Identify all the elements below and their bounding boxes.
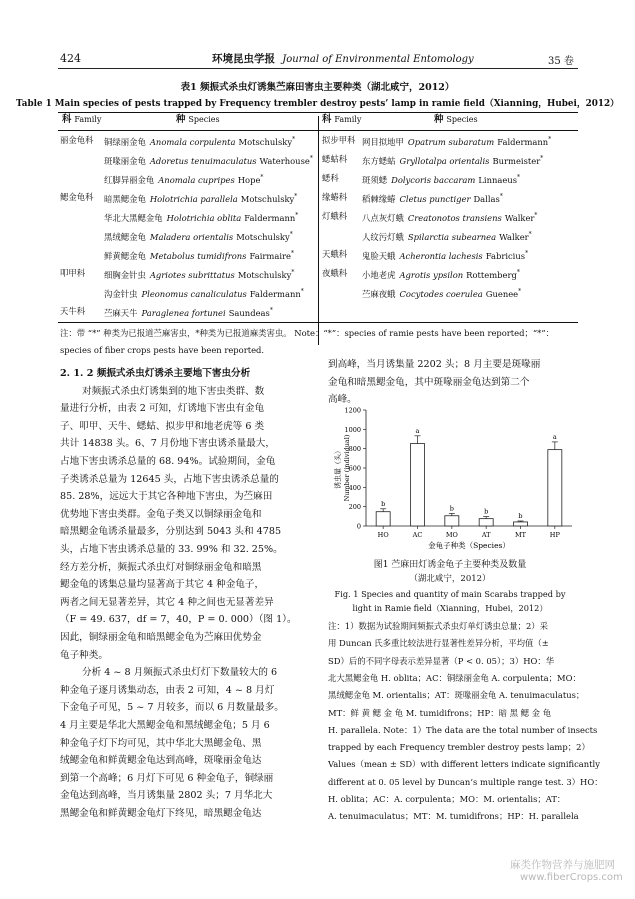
table-bottom-rule: [58, 322, 578, 323]
table-species-cell: [362, 153, 543, 167]
species-cn-name: 小地老虎: [362, 269, 396, 280]
species-mark: *: [269, 307, 273, 314]
table-caption-cn: 表1 频振式杀虫灯诱集苎麻田害虫主要种类（湖北咸宁，2012）: [180, 82, 455, 93]
species-latin-name: Acherontia lachesis: [399, 250, 483, 261]
species-latin-name: Paraglenea fortunei: [141, 307, 226, 318]
text-line: 占地下害虫诱杀总量的 68. 94%。试验期间，金龟: [60, 456, 276, 467]
species-author: Waterhouse: [259, 155, 310, 166]
species-latin-name: Anomala corpulenta: [149, 136, 236, 147]
table-family-cell: 缘蝽科: [322, 192, 348, 202]
x-tick-label: HO: [377, 531, 389, 539]
species-author: Faldermann: [249, 288, 301, 299]
species-latin-name: Dolycoris baccaram: [391, 174, 476, 185]
species-author: Motschulsky: [236, 231, 290, 242]
table-species-cell: [362, 210, 537, 224]
table-family-cell: 蟋蛄科: [322, 154, 348, 164]
text-line: 金龟达到高峰，当月诱集量 2802 头；7 月华北大: [60, 790, 273, 802]
text-line: （F = 49. 637，df = 7，40，P = 0. 000）（图 1）。: [60, 614, 297, 626]
x-axis-title: 金龟子种类（Species）: [428, 541, 510, 550]
journal-title: [212, 51, 474, 66]
table-species-cell: [362, 286, 521, 300]
species-mark: *: [499, 193, 503, 200]
bar: [514, 522, 528, 526]
species-mark: *: [534, 212, 538, 219]
table-top-rule: [58, 112, 578, 113]
table-species-cell: [104, 286, 304, 300]
species-cn-name: 暗黑鳃金龟: [104, 193, 146, 204]
text-line: 种金龟子逐月诱集动态，由表 2 可知，4 ~ 8 月灯: [60, 684, 275, 696]
x-tick-label: HP: [549, 531, 560, 539]
species-cn-name: 苎麻天牛: [104, 307, 138, 318]
species-mark: *: [516, 269, 520, 276]
table-species-cell: [362, 248, 528, 262]
species-mark: *: [291, 269, 295, 276]
journal-title-cn: 环境昆虫学报: [212, 53, 275, 65]
figure-caption-cn-place: （湖北咸宁，2012）: [409, 574, 491, 584]
species-latin-name: Maladera orientalis: [149, 231, 234, 242]
table-caption-en: Table 1 Main species of pests trapped by Frequency trembler destroy pests’ lamp in ramie field（Xianning，Hubei，2012）: [16, 99, 619, 109]
bar: [479, 519, 493, 526]
figure-note-line: Values（mean ± SD）with different letters indicate significantly: [328, 759, 600, 770]
figure-note-line: trapped by each Frequency trembler destroy pests lamp；2）: [328, 742, 590, 753]
table-species-cell: [362, 134, 551, 148]
table-head-species-right: 种 Species: [434, 114, 478, 125]
figure-note-line: H. oblita；AC：A. corpulenta；MO：M. orientalis；AT：: [328, 794, 566, 804]
significance-letter: b: [484, 507, 489, 516]
figure-caption-en-1: Fig. 1 Species and quantity of main Scarabs trapped by: [334, 589, 566, 599]
volume-label: 35 卷: [548, 56, 574, 67]
x-tick-label: MO: [445, 531, 458, 539]
species-author: Saundeas: [228, 307, 270, 318]
species-mark: *: [525, 250, 529, 257]
figure-note-line: 黑绒鳃金龟 M. orientalis；AT：斑喙丽金龟 A. tenuimaculatus；: [328, 690, 585, 701]
text-line: 暗黑鳃金龟诱杀量最多，分别达到 5043 头和 4785: [60, 526, 282, 538]
species-author: Fairmaire: [249, 250, 291, 261]
table-family-cell: 拟步甲科: [322, 135, 356, 145]
species-cn-name: 斑须蟋: [362, 174, 388, 185]
table-head-family-right: 科 Family: [322, 114, 362, 125]
table-note-line1: 注：带 “*” 种类为已报道苎麻害虫，*种类为已报道麻类害虫。 Note：“*”：species of ramie pests have been reported；“*”：: [60, 328, 554, 338]
species-author: Dallas: [473, 193, 500, 204]
species-latin-name: Cletus punctiger: [399, 193, 471, 204]
journal-title-en: Journal of Environmental Entomology: [282, 54, 474, 65]
table-species-cell: [104, 248, 294, 262]
species-mark: *: [260, 174, 264, 181]
table-family-cell: 灯蛾科: [322, 211, 348, 221]
species-cn-name: 人纹污灯蛾: [362, 231, 404, 242]
species-cn-name: 苎麻夜蛾: [362, 288, 396, 299]
y-tick-label: 0: [356, 522, 361, 531]
y-axis-title-cn: 诱虫量（头）: [334, 447, 342, 489]
text-line: 绒鳃金龟和鲜黄鳃金龟达到高峰，斑喙丽金龟达: [60, 755, 262, 767]
species-author: Rottemberg: [466, 269, 517, 280]
figure-note-line: 用 Duncan 氏多重比较法进行显著性差异分析，平均值（±: [328, 638, 549, 649]
text-line: 子类诱杀总量为 12645 头，占地下害虫诱杀总量的: [60, 473, 279, 485]
species-latin-name: Holotrichia oblita: [166, 212, 242, 223]
table-species-cell: [362, 172, 520, 186]
significance-letter: a: [415, 426, 420, 435]
table-species-cell: [104, 305, 273, 319]
species-cn-name: 斑喙丽金龟: [104, 155, 146, 166]
text-line: 4 月主要是华北大黑鳃金龟和黑绒鳃金龟；5 月 6: [60, 720, 270, 731]
species-author: Hope: [237, 174, 261, 185]
table-species-cell: [104, 172, 263, 186]
text-line: 龟子种类。: [60, 649, 108, 661]
species-latin-name: Pleonomus canaliculatus: [141, 288, 247, 299]
species-mark: *: [289, 231, 293, 238]
species-mark: *: [517, 174, 521, 181]
watermark-cn: 麻类作物营养与施肥网: [510, 859, 615, 871]
species-cn-name: 八点灰灯蛾: [362, 212, 404, 223]
table-family-cell: 蟋科: [322, 173, 339, 183]
bar: [445, 516, 459, 526]
species-author: Motschulsky: [238, 136, 293, 147]
species-author: Walker: [499, 231, 529, 242]
bar: [376, 512, 390, 526]
text-line: 85. 28%，远远大于其它各种地下害虫，为苎麻田: [60, 491, 273, 503]
text-line: 黑鳃金龟和鲜黄鳃金龟灯下终见，暗黑鳃金龟达: [60, 808, 262, 819]
text-line: 鳃金龟的诱集总量均显著高于其它 4 种金龟子，: [60, 579, 265, 591]
species-author: Linnaeus: [478, 174, 518, 185]
x-tick-label: AC: [412, 531, 423, 539]
text-line: 到高峰，当月诱集量 2202 头；8 月主要是斑喙丽: [328, 359, 541, 370]
y-tick-label: 800: [348, 445, 361, 454]
table-family-cell: 鳃金龟科: [60, 192, 94, 202]
table-species-cell: [104, 229, 293, 243]
text-line: 金龟和暗黑鳃金龟，其中斑喙丽金龟达到第二个: [328, 376, 530, 388]
species-mark: *: [294, 193, 298, 200]
species-cn-name: 华北大黑鳃金龟: [104, 212, 163, 223]
species-mark: *: [518, 288, 522, 295]
y-axis-title-en: Number (individual): [343, 434, 351, 502]
species-latin-name: Gryllotalpa orientalis: [399, 155, 490, 166]
text-line: 优势地下害虫类群。金龟子类又以铜绿丽金龟和: [60, 508, 262, 520]
species-cn-name: 鲜黄鳃金龟: [104, 250, 146, 261]
table-head-family-left: 科 Family: [62, 114, 102, 125]
page-number: 424: [60, 52, 81, 65]
table-species-cell: [362, 267, 520, 281]
species-latin-name: Holotrichia parallela: [149, 193, 238, 204]
species-cn-name: 东方蟋蛄: [362, 155, 396, 166]
species-cn-name: 红脚异丽金龟: [104, 174, 155, 185]
species-author: Guenee: [485, 288, 519, 299]
significance-letter: b: [518, 511, 523, 520]
y-tick-label: 400: [348, 483, 361, 492]
table-species-cell: [362, 191, 503, 205]
species-latin-name: Agriotes subrittatus: [149, 269, 235, 280]
text-line: 种金龟子灯下均可见，其中华北大黑鳃金龟、黑: [60, 737, 262, 749]
table-species-cell: [362, 229, 532, 243]
table-family-cell: 叩甲科: [60, 268, 86, 278]
species-cn-name: 鬼脸天蛾: [362, 250, 396, 261]
species-latin-name: Cocytodes coerulea: [399, 288, 483, 299]
text-line: 共计 14838 头。6、7 月份地下害虫诱杀量最大，: [60, 438, 275, 450]
significance-letter: b: [449, 504, 454, 513]
y-tick-label: 200: [348, 503, 361, 512]
species-latin-name: Anomala cupripes: [158, 174, 235, 185]
species-mark: *: [309, 155, 313, 162]
text-line: 量进行分析，由表 2 可知，灯诱地下害虫有金龟: [60, 403, 265, 415]
species-latin-name: Creatonotos transiens: [407, 212, 502, 223]
y-tick-label: 1200: [344, 406, 361, 415]
species-mark: *: [300, 288, 304, 295]
figure-note-line: different at 0. 05 level by Duncan’s multiple range test. 3）HO：: [328, 776, 603, 787]
figure-caption-en-2: light in Ramie field（Xianning，Hubei，2012）: [352, 603, 548, 613]
figure-note-line: H. parallela. Note：1）The data are the total number of insects: [328, 724, 598, 735]
text-line: 到第一个高峰；6 月灯下可见 6 种金龟子，铜绿丽: [60, 772, 274, 784]
x-tick-label: AT: [481, 531, 491, 539]
table-note-line2: species of fiber crops pests have been reported.: [60, 345, 265, 355]
species-author: Faldermann: [244, 212, 296, 223]
table-family-cell: 天蛾科: [322, 249, 348, 259]
figure-caption-cn: 图1 苎麻田灯诱金龟子主要种类及数量: [373, 560, 527, 570]
species-latin-name: Agrotis ypsilon: [399, 269, 464, 280]
species-cn-name: 沟金针虫: [104, 288, 138, 299]
bar: [411, 444, 425, 526]
species-cn-name: 铜绿丽金龟: [104, 136, 146, 147]
figure-note-line: A. tenuimaculatus；MT：M. tumidifrons；HP：H. parallela: [328, 811, 579, 822]
significance-letter: a: [552, 432, 557, 441]
figure-note-line: 注：1）数据为试验期间频振式杀虫灯单灯诱虫总量；2）采: [328, 621, 549, 631]
species-author: Walker: [504, 212, 535, 223]
header-rule: [58, 68, 578, 69]
text-line: 子、叩甲、天牛、蟋蛄、拟步甲和地老虎等 6 类: [60, 420, 265, 432]
species-mark: *: [292, 136, 296, 143]
table-species-cell: [104, 210, 298, 224]
species-cn-name: 网目拟地甲: [362, 136, 404, 147]
species-author: Motschulsky: [240, 193, 295, 204]
text-line: 因此，铜绿丽金龟和暗黑鳃金龟为苎麻田优势金: [60, 632, 262, 643]
species-author: Motschulsky: [237, 269, 292, 280]
species-cn-name: 黑绒鳃金龟: [104, 231, 146, 242]
species-author: Burmeister: [492, 155, 541, 166]
species-latin-name: Adoretus tenuimaculatus: [149, 155, 257, 166]
y-tick-label: 600: [348, 464, 361, 473]
species-mark: *: [528, 231, 532, 238]
text-line: 下金龟子可见，5 ~ 7 月较多，而以 6 月数量最多。: [60, 702, 284, 714]
species-latin-name: Spilarctia subearnea: [407, 231, 497, 242]
text-line: 2. 1. 2 频振式杀虫灯诱杀主要地下害虫分析: [60, 368, 251, 379]
species-mark: *: [540, 155, 544, 162]
table-species-cell: [104, 267, 294, 281]
species-latin-name: Opatrum subaratum: [407, 136, 495, 147]
table-family-cell: 丽金龟科: [60, 135, 94, 145]
text-line: 对频振式杀虫灯诱集到的地下害虫类群、数: [82, 385, 265, 397]
table-family-cell: 夜蛾科: [322, 268, 348, 278]
text-line: 两者之间无显著差异，其它 4 种之间也无显著差异: [60, 596, 274, 608]
species-latin-name: Metabolus tumidifrons: [149, 250, 247, 261]
bar: [548, 450, 562, 526]
table-family-cell: 天牛科: [60, 306, 86, 316]
table-species-cell: [104, 191, 297, 205]
species-author: Fabricius: [485, 250, 526, 261]
x-tick-label: MT: [515, 531, 526, 539]
text-line: 头，占地下害虫诱杀总量的 33. 99% 和 32. 25%。: [60, 544, 283, 555]
species-mark: *: [548, 136, 552, 143]
y-tick-label: 1000: [344, 425, 361, 434]
species-cn-name: 细胸金针虫: [104, 269, 146, 280]
table-head-species-left: 种 Species: [176, 114, 220, 125]
watermark-url: www.fiberCrops.com: [520, 872, 623, 883]
figure-note-line: SD）后的不同字母表示差异显著（P < 0. 05）；3）HO：华: [328, 655, 555, 666]
text-line: 经方差分析，频振式杀虫灯对铜绿丽金龟和暗黑: [60, 561, 262, 573]
significance-letter: b: [381, 499, 386, 508]
bar-chart: [322, 402, 578, 552]
species-mark: *: [295, 212, 299, 219]
text-line: 高峰。: [328, 394, 357, 406]
figure-note-line: MT：鲜 黄 鳃 金 龟 M. tumidifrons；HP：暗 黑 鳃 金 龟: [328, 707, 552, 718]
species-mark: *: [290, 250, 294, 257]
figure-note-line: 北大黑鳃金龟 H. oblita；AC：铜绿丽金龟 A. corpulenta；MO：: [328, 672, 581, 683]
table-column-divider: [318, 116, 319, 345]
table-species-cell: [104, 153, 313, 167]
species-cn-name: 稻棘缘蝽: [362, 193, 396, 204]
table-species-cell: [104, 134, 295, 148]
text-line: 分析 4 ~ 8 月频振式杀虫灯灯下数量较大的 6: [82, 667, 278, 679]
species-author: Faldermann: [497, 136, 549, 147]
